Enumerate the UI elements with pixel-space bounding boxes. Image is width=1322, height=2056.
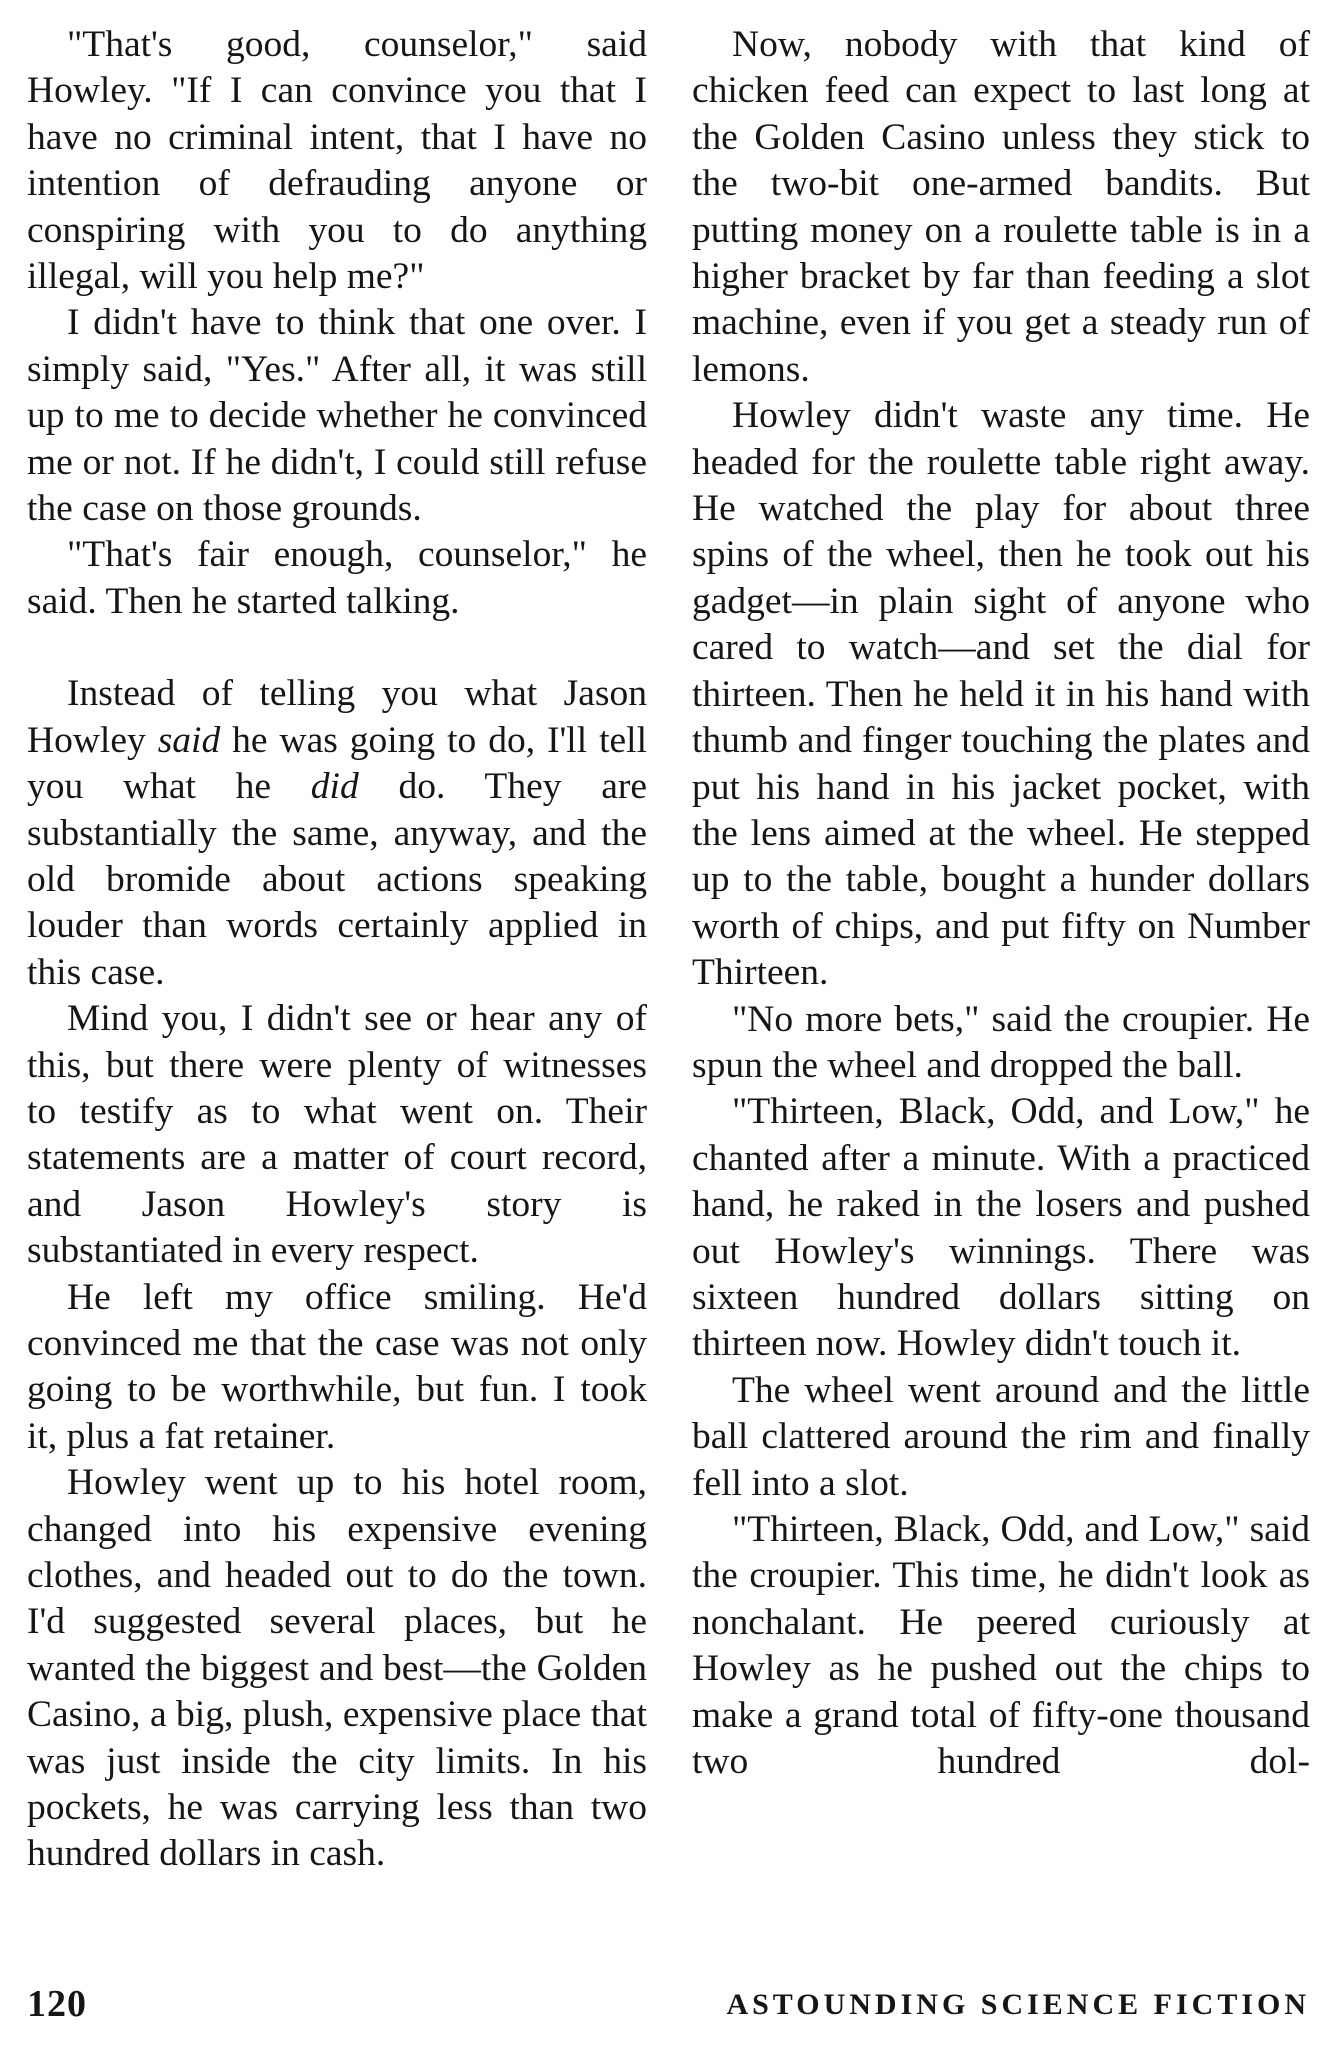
left-column-paragraph: "That's fair enough, counselor," he said. Then he started talking.	[27, 534, 647, 622]
right-column-paragraph: The wheel went around and the little ball clattered around the rim and finally fell into a slot.	[692, 1369, 1310, 1504]
text-run: do. They are substantially the same, anyway, and the old bromide about actions speaking louder than words certainly applied in this case.	[27, 766, 647, 993]
right-column-paragraph: "Thirteen, Black, Odd, and Low," said the croupier. This time, he didn't look as nonchalant. He peered curiously at Howley as he pushed out the chips to make a grand total of fifty-one thousand two hundred dol-	[692, 1509, 1310, 1783]
italic-text: did	[310, 766, 359, 808]
page-number: 120	[27, 1983, 87, 2025]
right-column-paragraph: Now, nobody with that kind of chicken feed can expect to last long at the Golden Casino unless they stick to the two-bit one-armed bandits. But putting money on a roulette table is in a higher bracket by far than feeding a slot machine, even if you get a steady run of lemons.	[692, 24, 1310, 390]
text-run: he was going to do, I'll tell you what he	[27, 719, 647, 808]
right-column-paragraph: "No more bets," said the croupier. He spun the wheel and dropped the ball.	[692, 998, 1310, 1086]
left-column-paragraph	[27, 671, 647, 996]
italic-text: said	[157, 719, 221, 761]
right-column-paragraph: Howley didn't waste any time. He headed for the roulette table right away. He watched the play for about three spins of the wheel, then he took out his gadget—in plain sight of anyone who cared to watch—and set the dial for thirteen. Then he held it in his hand with thumb and finger touching the plates and put his hand in his jacket pocket, with the lens aimed at the wheel. He stepped up to the table, bought a hunder dollars worth of chips, and put fifty on Number Thirteen.	[692, 395, 1310, 994]
left-column-paragraph: I didn't have to think that one over. I simply said, "Yes." After all, it was still up to me to decide whether he convinced me or not. If he didn't, I could still refuse the case on those grounds.	[27, 302, 647, 530]
left-text-column	[27, 22, 647, 1878]
right-column-paragraph: "Thirteen, Black, Odd, and Low," he chanted after a minute. With a practiced hand, he raked in the losers and pushed out Howley's winnings. There was sixteen hundred dollars sitting on thirteen now. Howley didn't touch it.	[692, 1091, 1310, 1365]
left-column-paragraph: He left my office smiling. He'd convinced me that the case was not only going to be worthwhile, but fun. I took it, plus a fat retainer.	[27, 1276, 647, 1457]
running-footer-title: ASTOUNDING SCIENCE FICTION	[726, 1988, 1310, 2021]
right-text-column	[692, 22, 1310, 1785]
page-footer	[27, 1982, 1310, 2032]
text-run: Instead of telling you what Jason Howley	[27, 673, 647, 761]
left-column-paragraph: Howley went up to his hotel room, changed into his expensive evening clothes, and headed out to do the town. I'd suggested several places, but he wanted the biggest and best—the Golden Casino, a big, plush, expensive place that was just inside the city limits. In his pockets, he was carrying less than two hundred dollars in cash.	[27, 1462, 647, 1875]
left-column-paragraph: Mind you, I didn't see or hear any of this, but there were plenty of witnesses to testify as to what went on. Their statements are a matter of court record, and Jason Howley's story is substantiated in every respect.	[27, 998, 647, 1272]
left-column-paragraph: "That's good, counselor," said Howley. "If I can convince you that I have no criminal intent, that I have no intention of defrauding anyone or conspiring with you to do anything illegal, will you help me?"	[27, 24, 647, 298]
